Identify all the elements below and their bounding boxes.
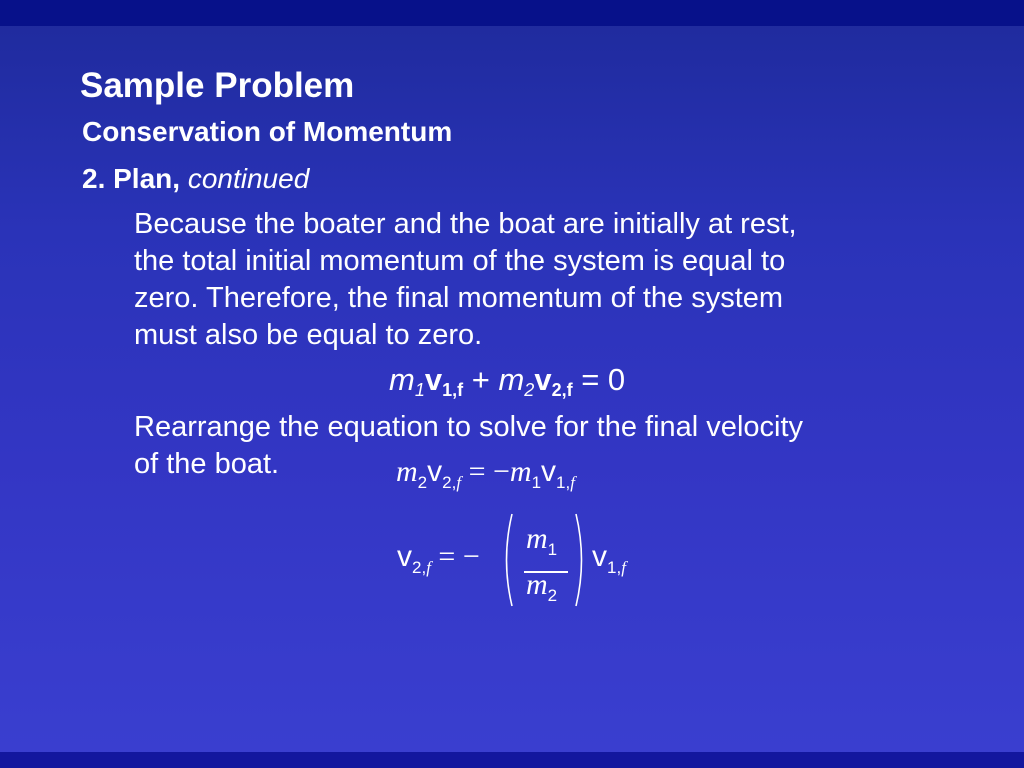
paragraph-line: Because the boater and the boat are initially at rest, (134, 208, 797, 240)
eq3-num-m: m (526, 522, 548, 555)
paragraph-line: Rearrange the equation to solve for the final velocity (134, 411, 804, 443)
fraction-numerator (526, 522, 557, 560)
eq2-equals: = − (468, 455, 510, 488)
eq1-v1: v (424, 362, 443, 397)
right-paren-icon (574, 512, 588, 608)
rearranged-equation (396, 455, 575, 493)
eq3-v1-sub: 1, (607, 558, 622, 577)
eq2-m1: m (509, 455, 532, 488)
eq3-den-sub: 2 (547, 586, 558, 605)
eq3-equals: = − (438, 540, 480, 573)
eq2-v2-sub: 2, (442, 473, 457, 492)
bottom-band (0, 752, 1024, 768)
eq1-v1-sub: 1,f (442, 380, 464, 400)
eq1-m1: m (389, 362, 415, 397)
eq3-v2-f: f (426, 558, 431, 577)
eq2-v2: v (427, 455, 443, 488)
paragraph-line: of the boat. (134, 448, 280, 480)
eq2-m2-sub: 2 (417, 473, 428, 492)
eq1-m2: m (498, 362, 525, 397)
eq1-m2-sub: 2 (524, 380, 535, 400)
paragraph-line: zero. Therefore, the final momentum of the system (134, 282, 784, 314)
eq2-m1-sub: 1 (531, 473, 542, 492)
eq3-v1-f: f (621, 558, 626, 577)
eq1-rhs: = 0 (581, 362, 626, 397)
eq2-v1-sub: 1, (556, 473, 571, 492)
eq3-v1: v (592, 540, 607, 573)
eq1-v2: v (534, 362, 552, 397)
eq1-v2-sub: 2,f (551, 380, 573, 400)
solved-equation-tail (592, 540, 626, 578)
section-heading (82, 163, 309, 195)
fraction-denominator (526, 568, 557, 606)
section-number: 2. Plan, (82, 163, 181, 194)
slide-subtitle: Conservation of Momentum (82, 116, 453, 147)
top-band (0, 0, 1024, 26)
solved-equation (397, 540, 480, 578)
eq2-m2: m (396, 455, 418, 488)
eq3-num-sub: 1 (547, 540, 558, 559)
momentum-equation (389, 362, 625, 401)
eq1-plus: + (471, 362, 490, 397)
eq2-v1-f: f (570, 473, 575, 492)
paragraph-line: must also be equal to zero. (134, 319, 483, 351)
eq3-v2: v (397, 540, 412, 573)
left-paren-icon (500, 512, 514, 608)
section-suffix: continued (187, 163, 310, 194)
paragraph-line: the total initial momentum of the system is equal to (134, 245, 786, 277)
eq2-v1: v (541, 455, 557, 488)
eq2-v2-f: f (456, 473, 462, 492)
eq1-m1-sub: 1 (414, 380, 425, 400)
slide-title: Sample Problem (80, 66, 355, 105)
eq3-v2-sub: 2, (412, 558, 427, 577)
eq3-den-m: m (526, 568, 548, 601)
mass-ratio-fraction (500, 512, 590, 608)
paragraph-rest (134, 206, 797, 354)
